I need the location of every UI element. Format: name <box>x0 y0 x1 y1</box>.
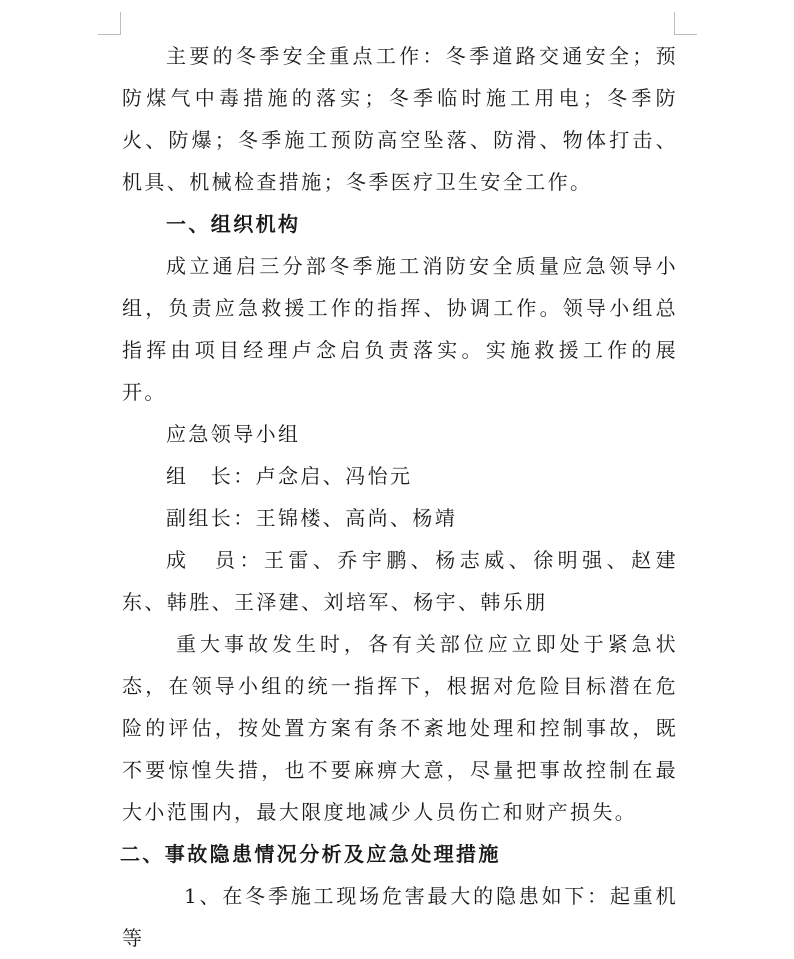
paragraph-members: 成 员：王雷、乔宇鹏、杨志威、徐明强、赵建东、韩胜、王泽建、刘培军、杨宇、韩乐朋 <box>122 548 678 614</box>
heading-hazard-analysis: 二、事故隐患情况分析及应急处理措施 <box>120 842 501 866</box>
paragraph-leadership-group: 成立通启三分部冬季施工消防安全质量应急领导小组，负责应急救援工作的指挥、协调工作。领导小组总指挥由项目经理卢念启负责落实。实施救援工作的展开。 <box>122 254 678 404</box>
paragraph-emergency-response: 重大事故发生时，各有关部位应立即处于紧急状态，在领导小组的统一指挥下，根据对危险目标潜在危险的评估，按处置方案有条不紊地处理和控制事故，既不要惊惶失措，也不要麻痹大意，尽量把事故控制在最大小范围内，最大限度地减少人员伤亡和财产损失。 <box>122 632 678 824</box>
paragraph-hazards-list: 1、在冬季施工现场危害最大的隐患如下：起重机等 <box>122 884 678 950</box>
crop-mark-top-left <box>98 12 121 35</box>
paragraph-group-leader: 组 长：卢念启、冯怡元 <box>166 464 413 488</box>
document-body <box>122 35 678 959</box>
paragraph-group-title: 应急领导小组 <box>166 422 301 446</box>
paragraph-key-work: 主要的冬季安全重点工作：冬季道路交通安全；预防煤气中毒措施的落实；冬季临时施工用电；冬季防火、防爆；冬季施工预防高空坠落、防滑、物体打击、机具、机械检查措施；冬季医疗卫生安全工作。 <box>122 44 678 194</box>
crop-mark-top-right <box>674 12 697 35</box>
heading-organization: 一、组织机构 <box>166 212 301 236</box>
paragraph-deputy-leader: 副组长：王锦楼、高尚、杨靖 <box>166 506 458 530</box>
